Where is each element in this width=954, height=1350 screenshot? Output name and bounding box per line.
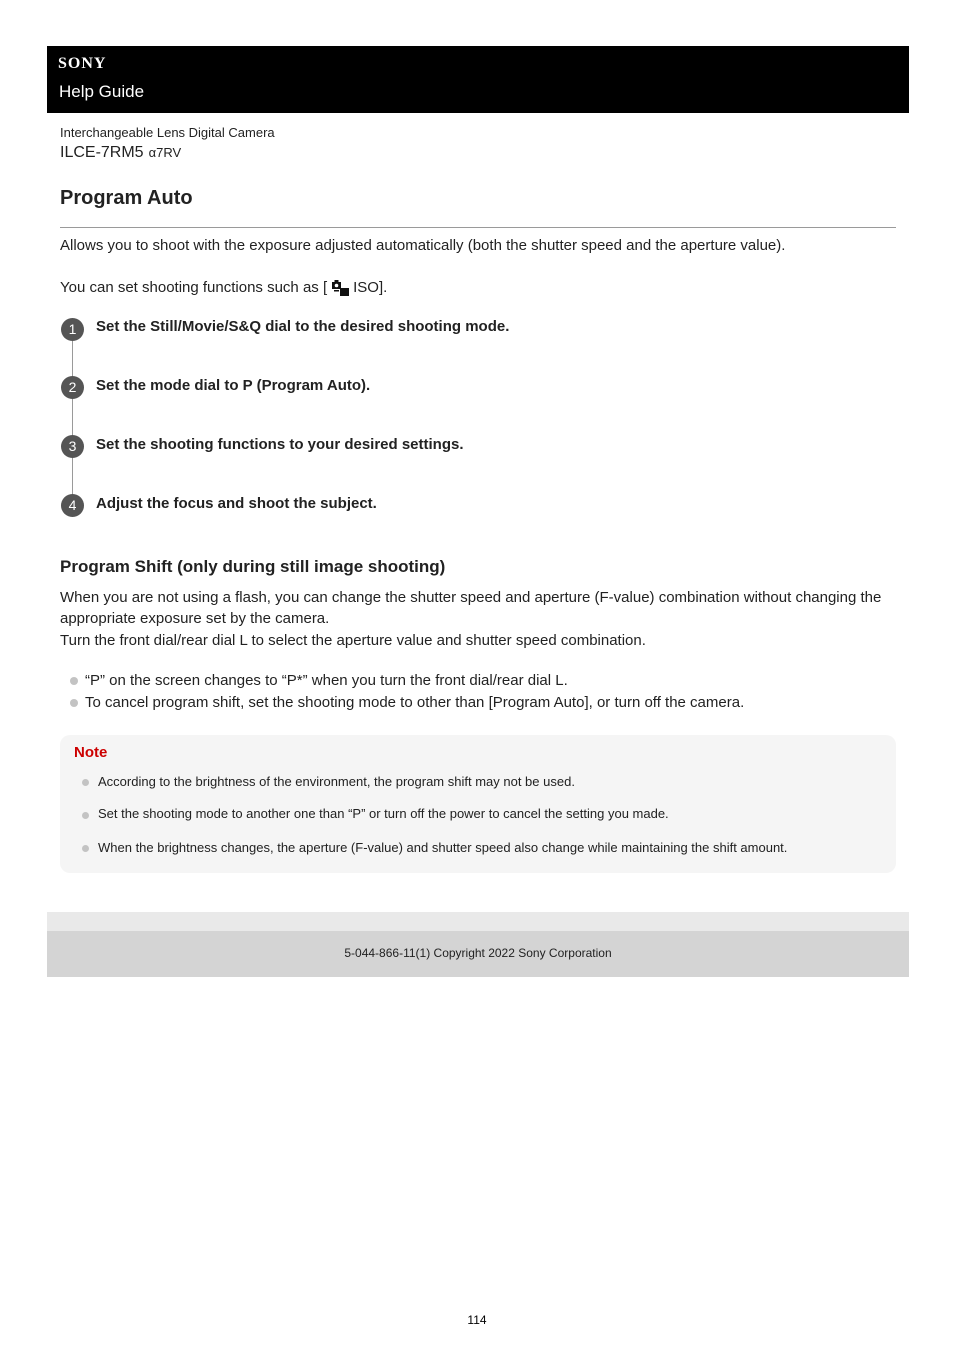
page-title: Program Auto — [60, 187, 193, 209]
step-2-number: 2 — [61, 376, 84, 399]
note-title: Note — [74, 744, 108, 761]
footer-top-band — [47, 912, 909, 931]
program-shift-title: Program Shift (only during still image shooting) — [60, 557, 446, 576]
copyright-text: 5-044-866-11(1) Copyright 2022 Sony Corporation — [344, 946, 612, 960]
intro-functions-paragraph — [60, 277, 387, 297]
bullet-dot — [70, 677, 78, 685]
still-camera-iso-icon — [331, 277, 351, 297]
step-1-text: Set the Still/Movie/S&Q dial to the desired shooting mode. — [96, 318, 510, 335]
intro-paragraph: Allows you to shoot with the exposure adjusted automatically (both the shutter speed and the aperture value). — [60, 237, 786, 254]
note-bullet-dot — [82, 812, 89, 819]
program-shift-paragraph-2: Turn the front dial/rear dial L to select the aperture value and shutter speed combination. — [60, 632, 646, 649]
step-4-text: Adjust the focus and shoot the subject. — [96, 495, 377, 512]
bullet-dot — [70, 699, 78, 707]
steps-connector-line — [72, 330, 73, 505]
step-2-text: Set the mode dial to P (Program Auto). — [96, 377, 371, 394]
step-1-number: 1 — [61, 318, 84, 341]
note-item-1: According to the brightness of the environment, the program shift may not be used. — [98, 774, 575, 789]
model-number: ILCE-7RM5 — [60, 144, 144, 161]
page-number: 114 — [467, 1313, 487, 1327]
product-type: Interchangeable Lens Digital Camera — [60, 125, 275, 140]
note-box — [60, 735, 896, 873]
header-bar — [47, 46, 909, 113]
help-guide-label[interactable]: Help Guide — [59, 82, 145, 101]
note-bullet-dot — [82, 779, 89, 786]
program-shift-paragraph-1: When you are not using a flash, you can change the shutter speed and aperture (F-value) combination without changing the appropriate exposure set by the camera. — [60, 589, 882, 627]
intro-functions-text-before: You can set shooting functions such as [ — [60, 279, 328, 296]
note-bullet-dot — [82, 845, 89, 852]
title-divider — [60, 227, 896, 228]
program-shift-bullet-1: “P” on the screen changes to “P*” when you turn the front dial/rear dial L. — [85, 672, 568, 689]
step-4-number: 4 — [61, 494, 84, 517]
program-shift-bullet-2: To cancel program shift, set the shooting mode to other than [Program Auto], or turn off the camera. — [85, 694, 745, 711]
note-item-3: When the brightness changes, the aperture (F-value) and shutter speed also change while maintaining the shift amount. — [98, 840, 788, 855]
model-alias: α7RV — [148, 145, 182, 160]
step-3-text: Set the shooting functions to your desired settings. — [96, 436, 464, 453]
intro-functions-text-after: ISO]. — [353, 279, 388, 296]
model-name — [60, 144, 181, 162]
note-item-2: Set the shooting mode to another one than “P” or turn off the power to cancel the setting you made. — [98, 806, 669, 821]
step-3-number: 3 — [61, 435, 84, 458]
sony-logo[interactable]: SONY — [58, 55, 107, 72]
footer — [47, 931, 909, 977]
